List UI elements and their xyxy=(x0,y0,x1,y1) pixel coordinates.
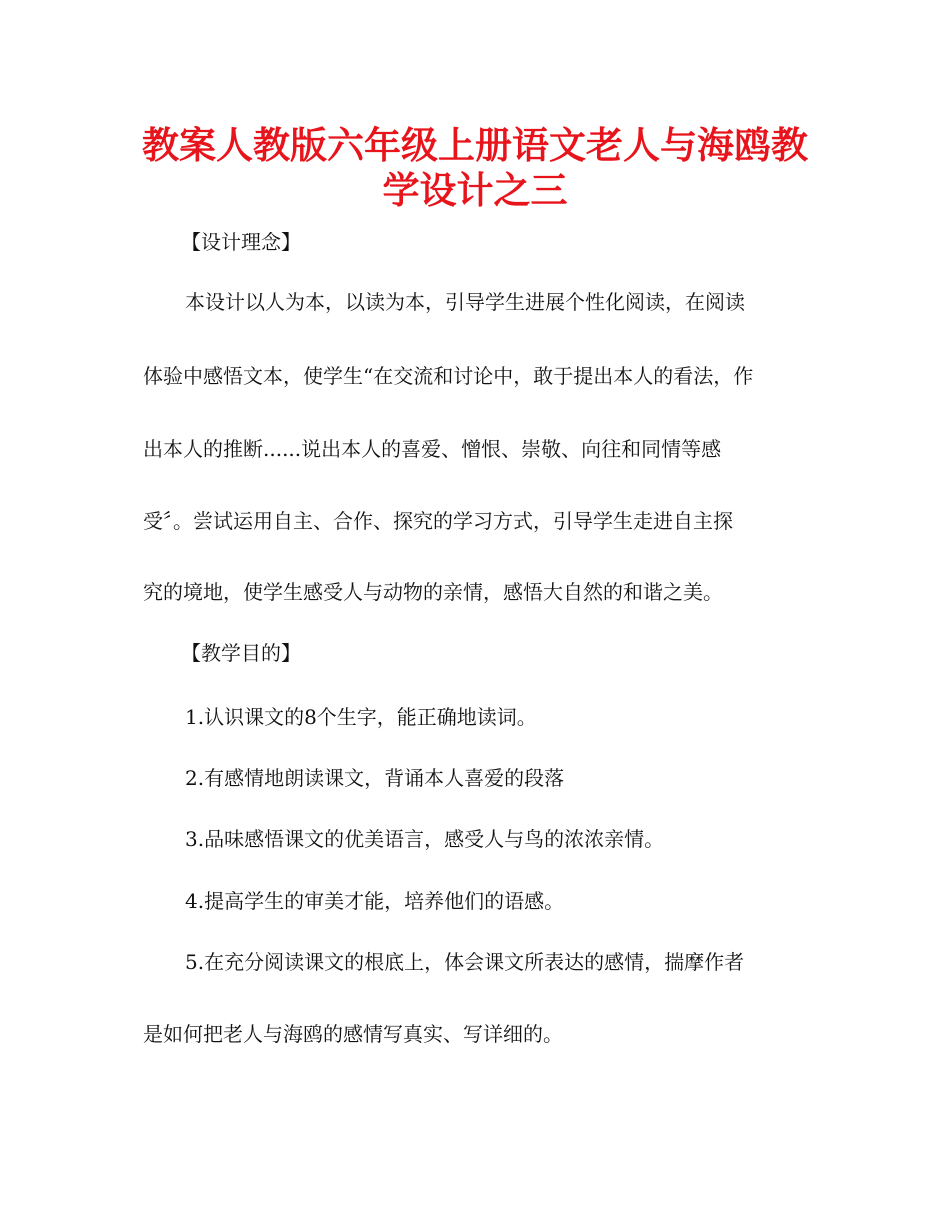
concept-paragraph-line: 究的境地，使学生感受人与动物的亲情，感悟大自然的和谐之美。 xyxy=(143,580,723,604)
section-heading-teaching-goals: 【教学目的】 xyxy=(181,641,301,665)
concept-paragraph-line: 出本人的推断......说出本人的喜爱、憎恨、崇敬、向往和同情等感 xyxy=(143,437,722,461)
concept-paragraph-line: 本设计以人为本，以读为本，引导学生进展个性化阅读，在阅读 xyxy=(185,290,745,314)
goal-item: 2.有感情地朗读课文，背诵本人喜爱的段落 xyxy=(185,766,565,790)
document-title-line-1: 教案人教版六年级上册语文老人与海鸥教 xyxy=(142,124,808,167)
document-title-line-2: 学设计之三 xyxy=(382,169,568,212)
goal-item-continuation: 是如何把老人与海鸥的感情写真实、写详细的。 xyxy=(143,1022,563,1046)
section-heading-design-concept: 【设计理念】 xyxy=(181,230,301,254)
concept-paragraph-line: 受〞。尝试运用自主、合作、探究的学习方式，引导学生走进自主探 xyxy=(143,509,733,533)
goal-item: 5.在充分阅读课文的根底上，体会课文所表达的感情，揣摩作者 xyxy=(185,950,745,974)
goal-item: 3.品味感悟课文的优美语言，感受人与鸟的浓浓亲情。 xyxy=(185,827,665,851)
goal-item: 1.认识课文的8个生字，能正确地读词。 xyxy=(185,705,537,729)
concept-paragraph-line: 体验中感悟文本，使学生“在交流和讨论中，敢于提出本人的看法，作 xyxy=(143,364,754,388)
goal-item: 4.提高学生的审美才能，培养他们的语感。 xyxy=(185,889,565,913)
